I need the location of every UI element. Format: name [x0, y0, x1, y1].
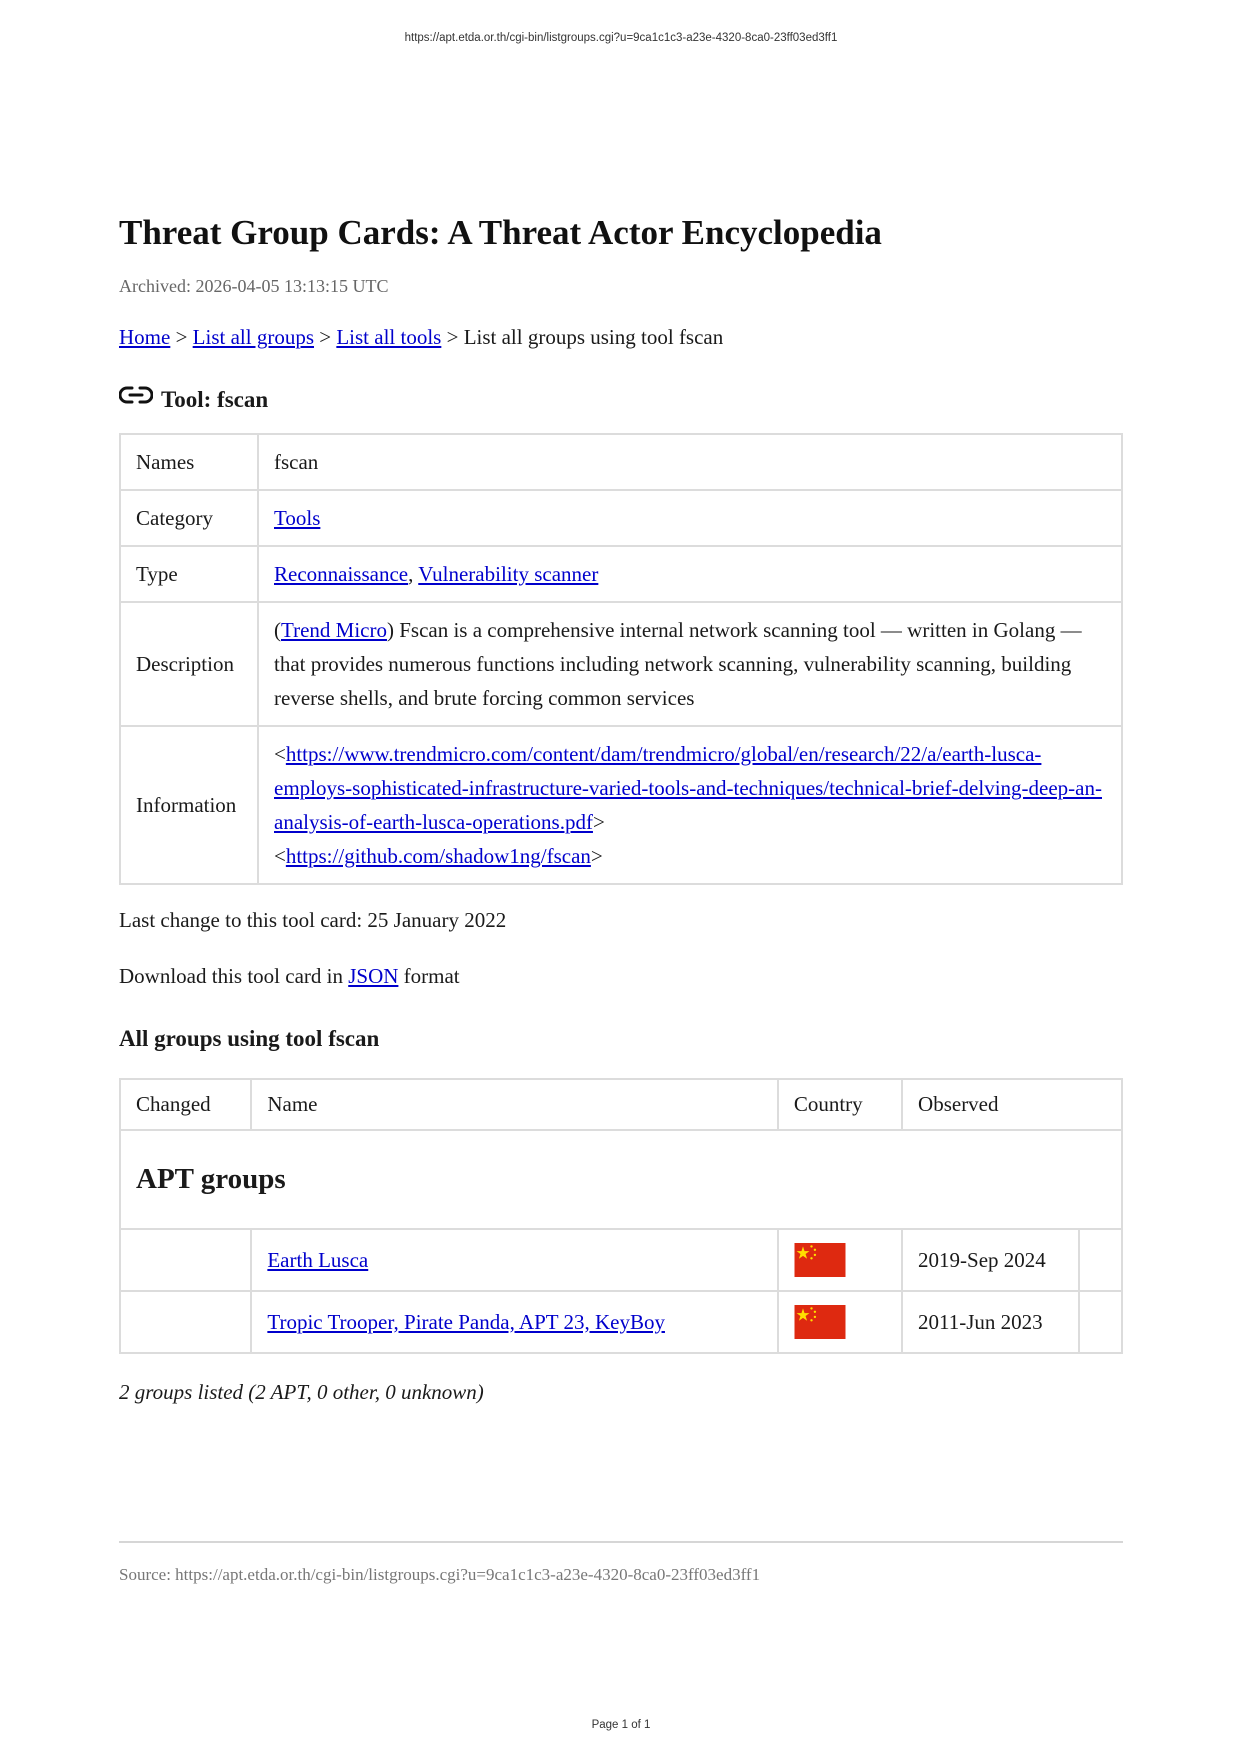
type-value-cell: [258, 546, 1122, 602]
country-cell: [778, 1291, 902, 1353]
angle-close: >: [590, 844, 603, 868]
angle-open: <: [274, 742, 286, 766]
tool-card-row-names: [120, 434, 1122, 490]
type-label: Type: [120, 546, 258, 602]
table-row: [120, 1229, 1122, 1291]
section-row-apt: [120, 1130, 1122, 1229]
tool-card-table: [119, 433, 1123, 885]
observed-cell: 2011-Jun 2023: [902, 1291, 1079, 1353]
changed-cell: [120, 1229, 251, 1291]
footer-divider: [119, 1541, 1123, 1543]
info-link-trendmicro[interactable]: https://www.trendmicro.com/content/dam/trendmicro/global/en/research/22/a/earth-lusca-employs-sophisticated-infrastructure-varied-tools-and-techniques/technical-brief-delving-deep-an-analysis-of-earth-lusca-operations.pdf: [274, 742, 1102, 834]
information-value-cell: [258, 726, 1122, 884]
tool-heading-text: Tool: fscan: [161, 387, 269, 412]
section-title-apt-groups: APT groups: [120, 1130, 1122, 1229]
breadcrumb-list-groups-link[interactable]: List all groups: [192, 325, 314, 349]
archived-timestamp: Archived: 2026-04-05 13:13:15 UTC: [119, 276, 389, 296]
groups-table-header-row: [120, 1079, 1122, 1130]
column-header-observed: Observed: [902, 1079, 1122, 1130]
tool-card-row-description: [120, 602, 1122, 726]
link-icon: [119, 385, 153, 405]
information-label: Information: [120, 726, 258, 884]
table-row: [120, 1291, 1122, 1353]
description-source-link[interactable]: Trend Micro: [281, 618, 387, 642]
tool-card-row-type: [120, 546, 1122, 602]
page-number: Page 1 of 1: [591, 1719, 651, 1731]
angle-close: >: [592, 810, 605, 834]
names-label: Names: [120, 434, 258, 490]
china-flag-icon: [794, 1305, 846, 1339]
breadcrumb-current: List all groups using tool fscan: [463, 325, 724, 349]
name-cell: [251, 1229, 777, 1291]
category-label: Category: [120, 490, 258, 546]
info-reference-1: [274, 737, 1106, 839]
column-header-name: Name: [251, 1079, 777, 1130]
breadcrumb-separator: >: [175, 325, 188, 349]
country-cell: [778, 1229, 902, 1291]
info-reference-2: [274, 839, 1106, 873]
source-url: Source: https://apt.etda.or.th/cgi-bin/listgroups.cgi?u=9ca1c1c3-a23e-4320-8ca0-23ff03ed3ff1: [119, 1565, 761, 1584]
page-title: Threat Group Cards: A Threat Actor Encyclopedia: [119, 213, 882, 252]
download-line: [119, 962, 1123, 990]
category-tools-link[interactable]: Tools: [274, 506, 321, 530]
breadcrumb-separator: >: [446, 325, 459, 349]
empty-cell: [1079, 1291, 1122, 1353]
column-header-changed: Changed: [120, 1079, 251, 1130]
observed-cell: 2019-Sep 2024: [902, 1229, 1079, 1291]
download-prefix: Download this tool card in: [119, 964, 343, 988]
type-reconnaissance-link[interactable]: Reconnaissance: [274, 562, 409, 586]
description-value-cell: [258, 602, 1122, 726]
last-change-text: Last change to this tool card: 25 January 2022: [119, 908, 507, 932]
name-cell: [251, 1291, 777, 1353]
tool-heading: [119, 385, 1123, 415]
type-separator: ,: [408, 562, 414, 586]
group-link-tropic-trooper[interactable]: Tropic Trooper, Pirate Panda, APT 23, KeyBoy: [267, 1309, 665, 1334]
info-link-github[interactable]: https://github.com/shadow1ng/fscan: [285, 844, 591, 868]
breadcrumb: [119, 323, 1123, 351]
groups-summary: 2 groups listed (2 APT, 0 other, 0 unknown): [119, 1380, 484, 1404]
download-suffix: format: [403, 964, 460, 988]
description-text: ) Fscan is a comprehensive internal network scanning tool — written in Golang — that provides numerous functions including network scanning, vulnerability scanning, building reverse shells, and brute forcing common services: [274, 618, 1082, 710]
tool-card-row-information: [120, 726, 1122, 884]
description-open-paren: (: [274, 618, 281, 642]
angle-open: <: [274, 844, 286, 868]
print-header-url: https://apt.etda.or.th/cgi-bin/listgroups.cgi?u=9ca1c1c3-a23e-4320-8ca0-23ff03ed3ff1: [404, 32, 838, 44]
breadcrumb-list-tools-link[interactable]: List all tools: [336, 325, 442, 349]
china-flag-icon: [794, 1243, 846, 1277]
changed-cell: [120, 1291, 251, 1353]
names-value: fscan: [258, 434, 1122, 490]
breadcrumb-separator: >: [319, 325, 332, 349]
download-json-link[interactable]: JSON: [348, 964, 399, 988]
column-header-country: Country: [778, 1079, 902, 1130]
breadcrumb-home-link[interactable]: Home: [119, 325, 171, 349]
description-label: Description: [120, 602, 258, 726]
type-vulnerability-scanner-link[interactable]: Vulnerability scanner: [418, 562, 599, 586]
category-value-cell: [258, 490, 1122, 546]
tool-card-row-category: [120, 490, 1122, 546]
group-link-earth-lusca[interactable]: Earth Lusca: [267, 1247, 369, 1272]
groups-heading: All groups using tool fscan: [119, 1026, 380, 1051]
empty-cell: [1079, 1229, 1122, 1291]
groups-table: [119, 1078, 1123, 1354]
main-content: [119, 210, 1123, 1406]
